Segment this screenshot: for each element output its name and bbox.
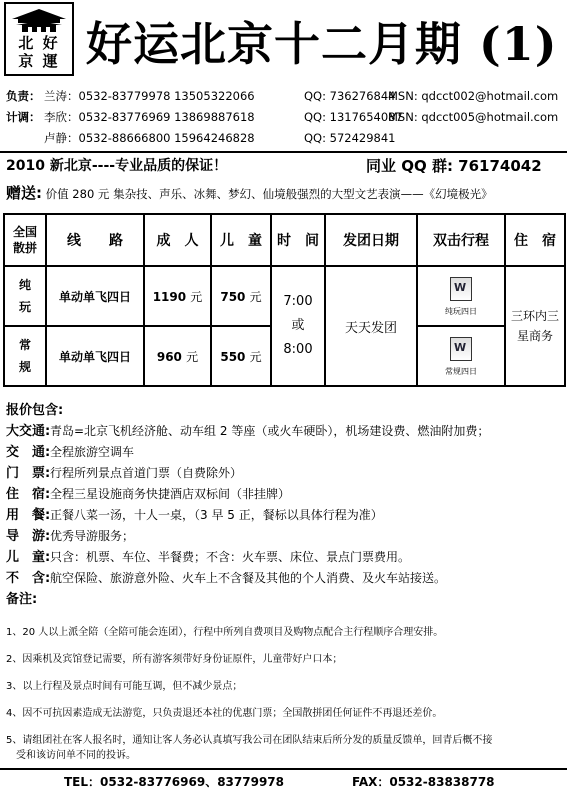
child-price-cell: 550 元 [211, 326, 271, 386]
footer-fax: FAX：0532-83838778 [352, 775, 495, 789]
notes-heading: 备注: [6, 592, 38, 607]
note-item: 2、因乘机及宾馆登记需要，所有游客须带好身份证原件，儿童带好户口本； [6, 654, 343, 665]
contact-row [6, 86, 562, 107]
itinerary-cell[interactable] [417, 266, 505, 326]
contact-list [6, 86, 562, 149]
header-group: 全国 散拼 [4, 214, 46, 266]
gift-text: 价值 280 元 集杂技、声乐、冰舞、梦幻、仙境般强烈的大型文艺表演——《幻境极光》 [42, 187, 493, 201]
contact-msn: MSN: qdcct005@hotmail.com [388, 110, 559, 124]
note-item: 4、因不可抗因素造成无法游览，只负责退还本社的优惠门票；全国散拼团任何证件不再退还差价。 [6, 708, 443, 719]
route-cell: 单动单飞四日 [46, 326, 144, 386]
footer [0, 770, 567, 792]
detail-item: 交 通:全程旅游空调车 [6, 445, 135, 460]
contact-qq: QQ: 736276844 [304, 89, 396, 103]
contact-row [6, 107, 562, 128]
header-date: 发团日期 [325, 214, 417, 266]
note-item: 1、20 人以上派全陪（全陪可能会连团），行程中所列自费项目及购物点配合主行程顺序合理安排。 [6, 627, 444, 638]
itinerary-file-label[interactable]: 常规四日 [445, 367, 477, 376]
gift-line [6, 182, 493, 203]
contact-person: 卢静：0532-88666800 15964246828 [44, 131, 255, 145]
footer-tel: TEL：0532-83776969、83779978 [64, 775, 285, 789]
gate-tower-icon [10, 7, 68, 33]
contact-qq: QQ: 572429841 [304, 131, 396, 145]
contact-role: 计调： [6, 110, 41, 124]
contact-qq: QQ: 1317654087 [304, 110, 403, 124]
itinerary-cell[interactable] [417, 326, 505, 386]
route-table [3, 213, 566, 387]
table-header-row [4, 214, 565, 266]
detail-item: 住 宿:全程三星设施商务快捷酒店双标间（非挂牌） [6, 487, 291, 502]
contact-person: 李欣：0532-83776969 13869887618 [44, 110, 255, 124]
table-row [4, 266, 565, 326]
detail-item: 用 餐:正餐八菜一汤，十人一桌，（3 早 5 正，餐标以具体行程为准） [6, 508, 383, 523]
gift-label: 赠送: [6, 184, 42, 202]
slogan-text: 2010 新北京----专业品质的保证！ [6, 158, 228, 174]
note-item: 3、以上行程及景点时间有可能互调，但不减少景点； [6, 681, 243, 692]
logo-text [8, 34, 70, 70]
header-child: 儿 童 [211, 214, 271, 266]
hotel-cell: 三环内三 星商务 [505, 266, 565, 386]
itinerary-file-label[interactable]: 纯玩四日 [445, 307, 477, 316]
header-route: 线 路 [46, 214, 144, 266]
price-details [6, 400, 562, 610]
note-item: 5、请组团社在客人报名时，通知让客人务必认真填写我公司在团队结束后所分发的质量反馈单，回青后概不接 [6, 735, 493, 746]
page-title: 好运北京十二月期 (1) [86, 17, 558, 71]
adult-price-cell: 1190 元 [144, 266, 211, 326]
header [0, 0, 567, 84]
slogan-bar [6, 155, 562, 177]
header-itinerary: 双击行程 [417, 214, 505, 266]
adult-price-cell: 960 元 [144, 326, 211, 386]
contact-role: 负责： [6, 89, 41, 103]
detail-item: 儿 童:只含：机票、车位、半餐费；不含：火车票、床位、景点门票费用。 [6, 550, 411, 565]
time-cell: 7:00 或 8:00 [271, 266, 325, 386]
divider [0, 151, 567, 153]
logo [4, 2, 74, 76]
child-price-cell: 750 元 [211, 266, 271, 326]
details-heading: 报价包含: [6, 403, 64, 418]
route-cell: 单动单飞四日 [46, 266, 144, 326]
contact-person: 兰涛：0532-83779978 13505322066 [44, 89, 255, 103]
header-hotel: 住 宿 [505, 214, 565, 266]
logo-text-line2: 京 運 [18, 52, 60, 70]
contact-msn: MSN: qdcct002@hotmail.com [388, 89, 559, 103]
word-document-icon[interactable] [450, 337, 472, 361]
qq-group-text: 同业 QQ 群: 76174042 [366, 157, 542, 175]
detail-item: 门 票:行程所列景点首道门票（自费除外） [6, 466, 243, 481]
note-item: 受和该访问单不同的投诉。 [6, 750, 136, 761]
contact-row [6, 128, 562, 149]
date-cell: 天天发团 [325, 266, 417, 386]
detail-item: 不 含:航空保险、旅游意外险、火车上不含餐及其他的个人消费、及火车站接送。 [6, 571, 447, 586]
word-document-icon[interactable] [450, 277, 472, 301]
logo-text-line1: 北 好 [18, 34, 60, 52]
detail-item: 导 游:优秀导游服务； [6, 529, 135, 544]
detail-item: 大交通:青岛=北京飞机经济舱、动车组 2 等座（或火车硬卧），机场建设费、燃油附加费； [6, 424, 490, 439]
header-time: 时 间 [271, 214, 325, 266]
header-adult: 成 人 [144, 214, 211, 266]
row-label: 常 规 [4, 326, 46, 386]
row-label: 纯 玩 [4, 266, 46, 326]
notes-list [6, 625, 562, 775]
